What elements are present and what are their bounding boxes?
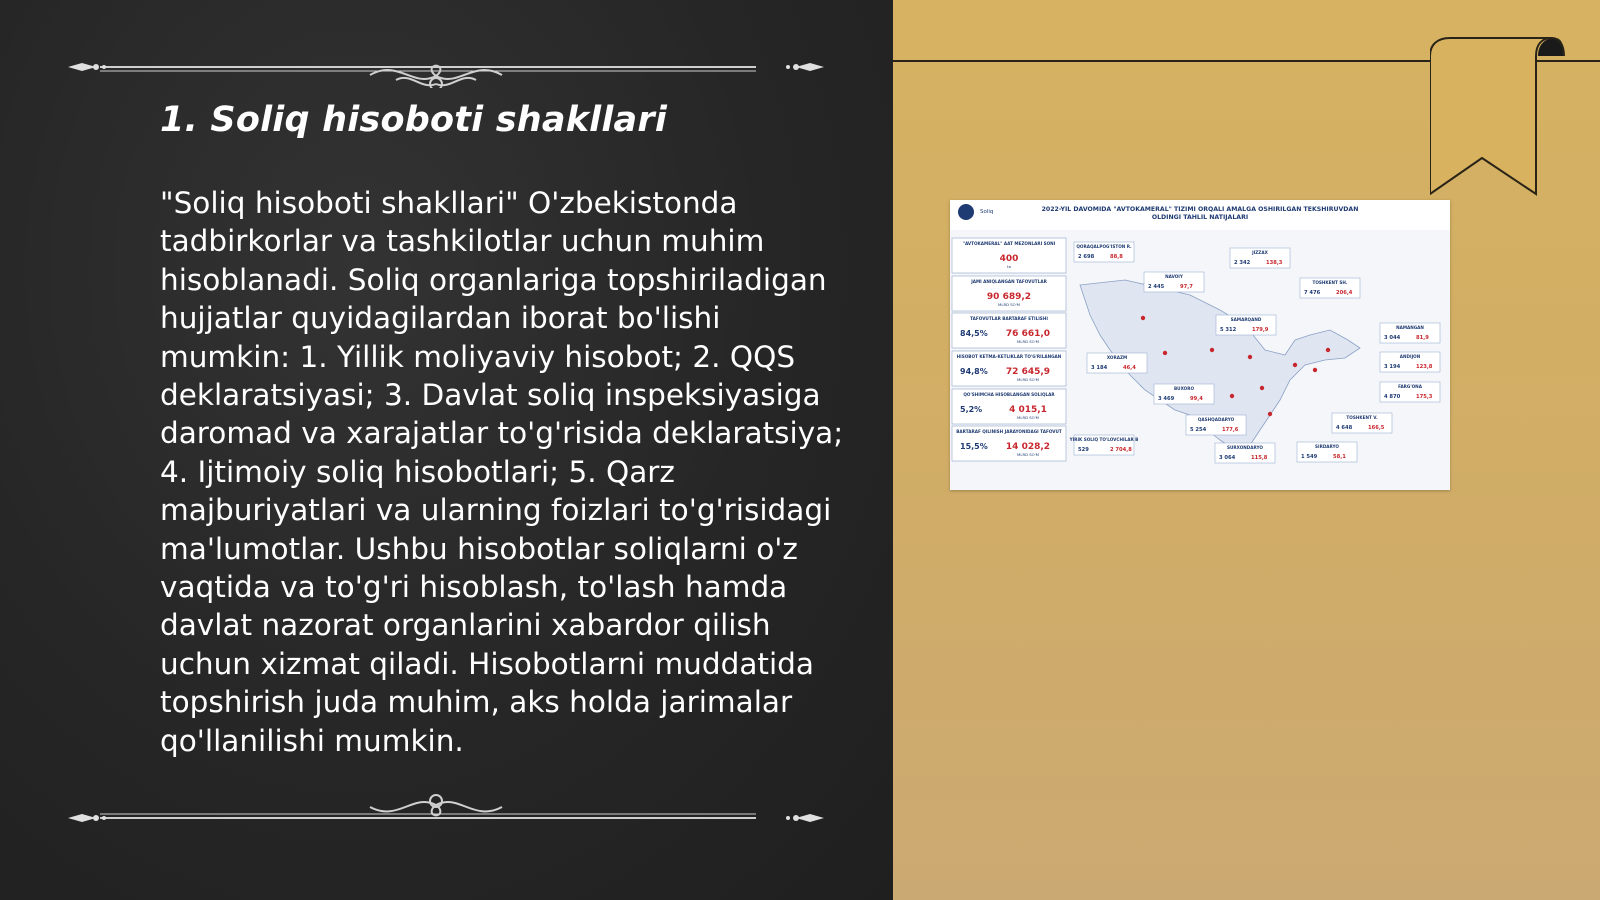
region-count: 3 194 — [1384, 364, 1401, 370]
stat-label: "AVTOKAMERAL" AAT MEZONLARI SONI — [962, 241, 1056, 246]
map-marker — [1141, 316, 1145, 320]
region-name: NAVOIY — [1165, 274, 1183, 279]
region-amount: 175,3 — [1416, 394, 1433, 400]
tax-audit-infographic — [950, 200, 1450, 490]
region-count: 5 312 — [1220, 327, 1237, 333]
stat-value: 4 015,1 — [1009, 405, 1047, 415]
logo-text: Soliq — [980, 209, 994, 215]
stat-percent: 15,5% — [960, 442, 988, 451]
bottom-ornament — [66, 793, 826, 833]
bookmark-decoration — [1430, 36, 1565, 201]
region-name: NAMANGAN — [1396, 325, 1424, 330]
region-amount: 123,8 — [1416, 364, 1433, 370]
stat-label: TAFOVUTLAR BARTARAF ETILISHI — [970, 316, 1048, 321]
region-count: 3 469 — [1158, 396, 1175, 402]
region-amount: 206,4 — [1336, 290, 1353, 296]
infographic-canvas — [950, 200, 1450, 490]
region-amount: 88,8 — [1110, 254, 1123, 260]
region-count: 3 184 — [1091, 365, 1108, 371]
stat-unit: MLRD SO'M — [1017, 339, 1039, 344]
region-count: 4 648 — [1336, 425, 1353, 431]
stat-value: 76 661,0 — [1005, 329, 1051, 339]
region-count: 7 476 — [1304, 290, 1321, 296]
map-marker — [1313, 368, 1317, 372]
map-marker — [1268, 412, 1272, 416]
stat-unit: ta — [1007, 264, 1011, 269]
region-amount: 46,4 — [1123, 365, 1136, 371]
region-amount: 115,8 — [1251, 455, 1268, 461]
region-count: 1 549 — [1301, 454, 1318, 460]
soliq-logo-icon — [958, 204, 974, 220]
top-ornament — [66, 48, 826, 88]
region-count: 2 445 — [1148, 284, 1165, 290]
stat-percent: 84,5% — [960, 329, 988, 338]
stat-unit: MLRD SO'M — [1017, 415, 1039, 420]
region-name: ANDIJON — [1399, 354, 1421, 359]
region-name: SIRDARYO — [1315, 444, 1339, 449]
region-count: 3 064 — [1219, 455, 1236, 461]
region-amount: 2 704,8 — [1110, 447, 1132, 453]
region-amount: 99,4 — [1190, 396, 1203, 402]
stat-value: 14 028,2 — [1005, 442, 1051, 452]
slide-body-text: "Soliq hisoboti shakllari" O'zbekistonda tadbirkorlar va tashkilotlar uchun muhim hisoblanadi. Soliq organlariga topshiriladigan hujjatlar quyidagilardan iborat bo'lishi mumkin: 1. Yillik moliyaviy hisobot; 2. QQS deklaratsiyasi; 3. Davlat soliq inspeksiyasiga daromad va xarajatlar to'g'risida deklaratsiya; 4. Ijtimoiy soliq hisobotlari; 5. Qarz majburiyatlari va ularning foizlari to'g'risidagi ma'lumotlar. Ushbu hisobotlar soliqlarni o'z vaqtida va to'g'ri hisoblash, to'lash hamda davlat nazorat organlarini xabardor qilish uchun xizmat qiladi. Hisobotlarni muddatida topshirish juda muhim, aks holda jarimalar qo'llanilishi mumkin. — [160, 186, 844, 758]
stat-unit: MLRD SO'M — [998, 302, 1020, 307]
region-amount: 58,1 — [1333, 454, 1346, 460]
region-count: 3 044 — [1384, 335, 1401, 341]
region-name: BUXORO — [1173, 386, 1195, 391]
region-amount: 81,9 — [1416, 335, 1429, 341]
region-count: 5 254 — [1190, 427, 1207, 433]
map-marker — [1293, 363, 1297, 367]
region-count: 2 342 — [1234, 260, 1251, 266]
stat-value: 72 645,9 — [1005, 367, 1051, 377]
map-marker — [1163, 351, 1167, 355]
stat-label: HISOBOT KETMA-KETLIKLAR TO'G'RILANGAN — [956, 354, 1062, 359]
region-name: XORAZM — [1106, 355, 1128, 360]
stat-percent: 94,8% — [960, 367, 988, 376]
region-count: 4 870 — [1384, 394, 1401, 400]
stat-label: BARTARAF QILINISH JARAYONIDAGI TAFOVUT — [956, 429, 1062, 434]
infographic-title-line2: OLDINGI TAHLIL NATIJALARI — [1151, 214, 1249, 221]
region-name: SAMARQAND — [1230, 317, 1262, 322]
stat-percent: 5,2% — [960, 405, 983, 414]
stat-unit: MLRD SO'M — [1017, 377, 1039, 382]
stat-value: 400 — [999, 254, 1019, 264]
stat-label: JAMI ANIQLANGAN TAFOVUTLAR — [971, 279, 1047, 284]
region-amount: 138,3 — [1266, 260, 1283, 266]
region-amount: 97,7 — [1180, 284, 1193, 290]
region-name: YIRIK SOLIQ TO'LOVCHILAR B — [1069, 437, 1139, 442]
region-name: TOSHKENT V. — [1346, 415, 1378, 420]
region-name: FARG'ONA — [1398, 384, 1422, 389]
region-name: JIZZAX — [1252, 250, 1268, 255]
map-marker — [1248, 355, 1252, 359]
stat-value: 90 689,2 — [986, 292, 1032, 302]
region-name: QORAQALPOG'ISTON R. — [1076, 244, 1132, 249]
region-name: TOSHKENT SH. — [1312, 280, 1348, 285]
region-name: SURXONDARYO — [1227, 445, 1263, 450]
map-marker — [1326, 348, 1330, 352]
map-marker — [1260, 386, 1264, 390]
stat-label: QO'SHIMCHA HISOBLANGAN SOLIQLAR — [963, 392, 1055, 397]
infographic-title-line1: 2022-YIL DAVOMIDA "AVTOKAMERAL" TIZIMI ORQALI AMALGA OSHIRILGAN TEKSHIRUVDAN — [1041, 206, 1359, 213]
map-marker — [1210, 348, 1214, 352]
region-amount: 179,9 — [1252, 327, 1269, 333]
region-amount: 166,5 — [1368, 425, 1385, 431]
stat-unit: MLRD SO'M — [1017, 452, 1039, 457]
region-amount: 177,6 — [1222, 427, 1239, 433]
region-count: 529 — [1078, 447, 1089, 453]
map-marker — [1230, 394, 1234, 398]
region-name: QASHQADARYO — [1197, 417, 1235, 422]
slide-title: 1. Soliq hisoboti shakllari — [160, 100, 668, 140]
region-count: 2 698 — [1078, 254, 1095, 260]
